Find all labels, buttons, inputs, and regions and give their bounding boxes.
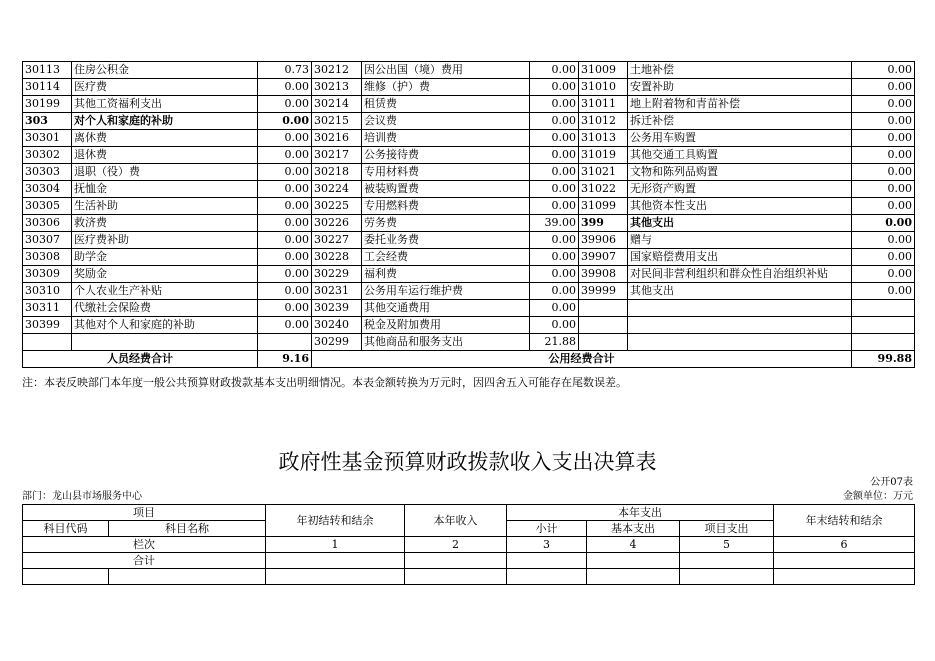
cell-code	[579, 317, 628, 334]
cell-name: 赠与	[628, 232, 852, 249]
cell-name: 租赁费	[362, 96, 530, 113]
cell-name: 公务接待费	[362, 147, 530, 164]
cell-code: 30240	[312, 317, 362, 334]
cell-name: 代缴社会保险费	[72, 300, 258, 317]
cell-name: 专用材料费	[362, 164, 530, 181]
header-opening-balance: 年初结转和结余	[266, 505, 405, 537]
header-item: 项目	[23, 505, 266, 521]
cell-amount: 0.00	[530, 283, 579, 300]
cell-amount: 0.00	[258, 79, 312, 96]
empty-cell	[23, 569, 109, 585]
cell-name	[628, 300, 852, 317]
cell-name: 拆迁补偿	[628, 113, 852, 130]
cell-name: 离休费	[72, 130, 258, 147]
cell-name: 奖励金	[72, 266, 258, 283]
column-number-row	[23, 537, 915, 553]
government-fund-table	[22, 504, 915, 585]
cell-amount: 0.00	[852, 130, 915, 147]
cell-code: 30239	[312, 300, 362, 317]
cell-code: 39907	[579, 249, 628, 266]
cell-code	[579, 334, 628, 351]
cell-amount	[852, 300, 915, 317]
table-row	[23, 232, 915, 249]
empty-cell	[774, 569, 915, 585]
cell-amount: 0.00	[530, 266, 579, 283]
cell-amount: 0.00	[258, 198, 312, 215]
cell-amount: 0.00	[852, 249, 915, 266]
header-basic-expense: 基本支出	[587, 521, 680, 537]
cell-name: 生活补助	[72, 198, 258, 215]
cell-name: 其他对个人和家庭的补助	[72, 317, 258, 334]
detail-table-body	[23, 62, 915, 351]
cell-name	[628, 317, 852, 334]
cell-name: 其他商品和服务支出	[362, 334, 530, 351]
cell-amount: 0.00	[258, 96, 312, 113]
cell-name: 个人农业生产补贴	[72, 283, 258, 300]
cell-amount: 0.00	[258, 164, 312, 181]
cell-code: 30226	[312, 215, 362, 232]
public-total-label: 公用经费合计	[312, 351, 852, 368]
blank-row	[23, 569, 915, 585]
cell-code: 30214	[312, 96, 362, 113]
cell-name: 因公出国（境）费用	[362, 62, 530, 79]
cell-name: 地上附着物和青苗补偿	[628, 96, 852, 113]
empty-cell	[266, 569, 405, 585]
empty-cell	[109, 569, 266, 585]
cell-name: 被装购置费	[362, 181, 530, 198]
empty-cell	[405, 569, 507, 585]
cell-code: 30217	[312, 147, 362, 164]
cell-name	[628, 334, 852, 351]
cell-name: 福利费	[362, 266, 530, 283]
cell-code: 30307	[23, 232, 72, 249]
cell-amount: 0.00	[852, 164, 915, 181]
empty-cell	[507, 569, 587, 585]
cell-code: 31099	[579, 198, 628, 215]
cell-code: 30213	[312, 79, 362, 96]
cell-amount: 0.00	[852, 198, 915, 215]
cell-amount: 0.00	[852, 181, 915, 198]
cell-amount: 0.00	[852, 283, 915, 300]
header-closing-balance: 年末结转和结余	[774, 505, 915, 537]
cell-amount: 0.00	[258, 249, 312, 266]
cell-amount: 0.00	[852, 113, 915, 130]
header-subject-name: 科目名称	[109, 521, 266, 537]
header-row-1	[23, 505, 915, 521]
cell-code: 30302	[23, 147, 72, 164]
table-note: 注：本表反映部门本年度一般公共预算财政拨款基本支出明细情况。本表金额转换为万元时，因四舍五入可能存在尾数误差。	[22, 376, 627, 389]
cell-code: 30228	[312, 249, 362, 266]
cell-code: 30308	[23, 249, 72, 266]
cell-code: 399	[579, 215, 628, 232]
cell-code: 31022	[579, 181, 628, 198]
cell-code: 30113	[23, 62, 72, 79]
table-row	[23, 198, 915, 215]
empty-cell	[405, 553, 507, 569]
cell-code: 30215	[312, 113, 362, 130]
form-number: 公开07表	[870, 477, 913, 488]
header-annual-expense: 本年支出	[507, 505, 774, 521]
table-row	[23, 181, 915, 198]
cell-code: 31013	[579, 130, 628, 147]
cell-code: 30231	[312, 283, 362, 300]
cell-amount: 0.00	[530, 96, 579, 113]
cell-code	[23, 334, 72, 351]
table-row	[23, 283, 915, 300]
cell-amount: 0.00	[530, 198, 579, 215]
cell-name: 其他支出	[628, 283, 852, 300]
cell-amount: 0.00	[258, 300, 312, 317]
cell-code: 31009	[579, 62, 628, 79]
empty-cell	[266, 553, 405, 569]
cell-name: 其他交通工具购置	[628, 147, 852, 164]
cell-name: 培训费	[362, 130, 530, 147]
table-row	[23, 79, 915, 96]
cell-amount: 0.00	[852, 266, 915, 283]
cell-amount: 0.73	[258, 62, 312, 79]
cell-amount: 0.00	[530, 79, 579, 96]
cell-amount: 0.00	[852, 232, 915, 249]
cell-amount: 0.00	[258, 215, 312, 232]
cell-name: 其他工资福利支出	[72, 96, 258, 113]
cell-name: 对个人和家庭的补助	[72, 113, 258, 130]
empty-cell	[680, 569, 774, 585]
empty-cell	[587, 553, 680, 569]
cell-amount: 0.00	[258, 283, 312, 300]
cell-amount: 0.00	[258, 147, 312, 164]
cell-code: 30306	[23, 215, 72, 232]
cell-code: 30310	[23, 283, 72, 300]
cell-amount	[852, 317, 915, 334]
column-number: 6	[774, 537, 915, 553]
cell-amount: 0.00	[852, 62, 915, 79]
personnel-total-value: 9.16	[258, 351, 312, 368]
cell-amount: 0.00	[530, 62, 579, 79]
cell-amount: 0.00	[530, 164, 579, 181]
cell-name: 土地补偿	[628, 62, 852, 79]
cell-name: 安置补助	[628, 79, 852, 96]
amount-unit-label: 金额单位：万元	[843, 491, 913, 502]
cell-name: 会议费	[362, 113, 530, 130]
cell-code: 31021	[579, 164, 628, 181]
cell-code: 39906	[579, 232, 628, 249]
cell-name: 税金及附加费用	[362, 317, 530, 334]
cell-name: 退职（役）费	[72, 164, 258, 181]
empty-cell	[774, 553, 915, 569]
cell-code	[579, 300, 628, 317]
cell-code: 30229	[312, 266, 362, 283]
cell-name: 抚恤金	[72, 181, 258, 198]
cell-name: 无形资产购置	[628, 181, 852, 198]
cell-code: 30304	[23, 181, 72, 198]
table-row	[23, 62, 915, 79]
cell-code: 39999	[579, 283, 628, 300]
cell-amount: 0.00	[530, 147, 579, 164]
cell-name: 医疗费补助	[72, 232, 258, 249]
table-row	[23, 249, 915, 266]
table-row	[23, 215, 915, 232]
cell-name: 其他资本性支出	[628, 198, 852, 215]
empty-cell	[587, 569, 680, 585]
personnel-total-label: 人员经费合计	[23, 351, 258, 368]
cell-amount: 0.00	[258, 181, 312, 198]
cell-name: 公务用车购置	[628, 130, 852, 147]
cell-name: 退休费	[72, 147, 258, 164]
cell-name: 其他支出	[628, 215, 852, 232]
cell-code: 30227	[312, 232, 362, 249]
table-row	[23, 113, 915, 130]
total-label: 合计	[23, 553, 266, 569]
cell-amount: 0.00	[530, 113, 579, 130]
cell-name: 文物和陈列品购置	[628, 164, 852, 181]
cell-code: 39908	[579, 266, 628, 283]
table-row	[23, 164, 915, 181]
cell-code: 31010	[579, 79, 628, 96]
column-number: 1	[266, 537, 405, 553]
table-row	[23, 266, 915, 283]
column-number: 5	[680, 537, 774, 553]
cell-amount: 0.00	[258, 130, 312, 147]
cell-code: 30299	[312, 334, 362, 351]
cell-code: 30225	[312, 198, 362, 215]
expenditure-detail-table	[22, 61, 915, 368]
column-number: 4	[587, 537, 680, 553]
cell-code: 30224	[312, 181, 362, 198]
cell-name: 其他交通费用	[362, 300, 530, 317]
totals-row	[23, 351, 915, 368]
cell-amount: 0.00	[852, 147, 915, 164]
cell-code: 303	[23, 113, 72, 130]
cell-amount: 0.00	[258, 232, 312, 249]
header-subtotal: 小计	[507, 521, 587, 537]
public-total-value: 99.88	[852, 351, 915, 368]
total-row	[23, 553, 915, 569]
column-label: 栏次	[23, 537, 266, 553]
cell-amount: 39.00	[530, 215, 579, 232]
cell-amount: 0.00	[852, 96, 915, 113]
empty-cell	[507, 553, 587, 569]
cell-name: 住房公积金	[72, 62, 258, 79]
header-project-expense: 项目支出	[680, 521, 774, 537]
cell-name: 专用燃料费	[362, 198, 530, 215]
cell-name: 委托业务费	[362, 232, 530, 249]
cell-amount	[258, 334, 312, 351]
cell-code: 31019	[579, 147, 628, 164]
cell-amount: 0.00	[530, 249, 579, 266]
cell-amount: 0.00	[258, 113, 312, 130]
cell-code: 30114	[23, 79, 72, 96]
cell-name: 救济费	[72, 215, 258, 232]
cell-code: 30301	[23, 130, 72, 147]
cell-code: 30212	[312, 62, 362, 79]
cell-code: 30305	[23, 198, 72, 215]
cell-amount: 0.00	[530, 130, 579, 147]
cell-amount: 0.00	[530, 300, 579, 317]
table-row	[23, 96, 915, 113]
cell-name: 国家赔偿费用支出	[628, 249, 852, 266]
table-row	[23, 130, 915, 147]
table-row	[23, 334, 915, 351]
cell-name: 工会经费	[362, 249, 530, 266]
cell-amount: 0.00	[258, 317, 312, 334]
cell-code: 30311	[23, 300, 72, 317]
cell-amount: 0.00	[530, 232, 579, 249]
empty-cell	[680, 553, 774, 569]
cell-name: 助学金	[72, 249, 258, 266]
cell-name: 公务用车运行维护费	[362, 283, 530, 300]
fund-table-title: 政府性基金预算财政拨款收入支出决算表	[278, 450, 657, 474]
cell-amount: 0.00	[258, 266, 312, 283]
cell-name: 劳务费	[362, 215, 530, 232]
cell-amount: 0.00	[852, 79, 915, 96]
cell-amount: 21.88	[530, 334, 579, 351]
cell-name: 维修（护）费	[362, 79, 530, 96]
table-row	[23, 317, 915, 334]
cell-code: 30218	[312, 164, 362, 181]
cell-code: 30216	[312, 130, 362, 147]
table-row	[23, 147, 915, 164]
cell-amount: 0.00	[530, 181, 579, 198]
cell-code: 30303	[23, 164, 72, 181]
column-number: 2	[405, 537, 507, 553]
table-row	[23, 300, 915, 317]
cell-code: 30399	[23, 317, 72, 334]
header-subject-code: 科目代码	[23, 521, 109, 537]
cell-name: 对民间非营利组织和群众性自治组织补贴	[628, 266, 852, 283]
cell-code: 30309	[23, 266, 72, 283]
cell-name	[72, 334, 258, 351]
cell-amount: 0.00	[852, 215, 915, 232]
cell-name: 医疗费	[72, 79, 258, 96]
department-label: 部门：龙山县市场服务中心	[22, 491, 142, 502]
header-annual-income: 本年收入	[405, 505, 507, 537]
cell-code: 30199	[23, 96, 72, 113]
cell-code: 31011	[579, 96, 628, 113]
cell-code: 31012	[579, 113, 628, 130]
cell-amount	[852, 334, 915, 351]
cell-amount: 0.00	[530, 317, 579, 334]
column-number: 3	[507, 537, 587, 553]
